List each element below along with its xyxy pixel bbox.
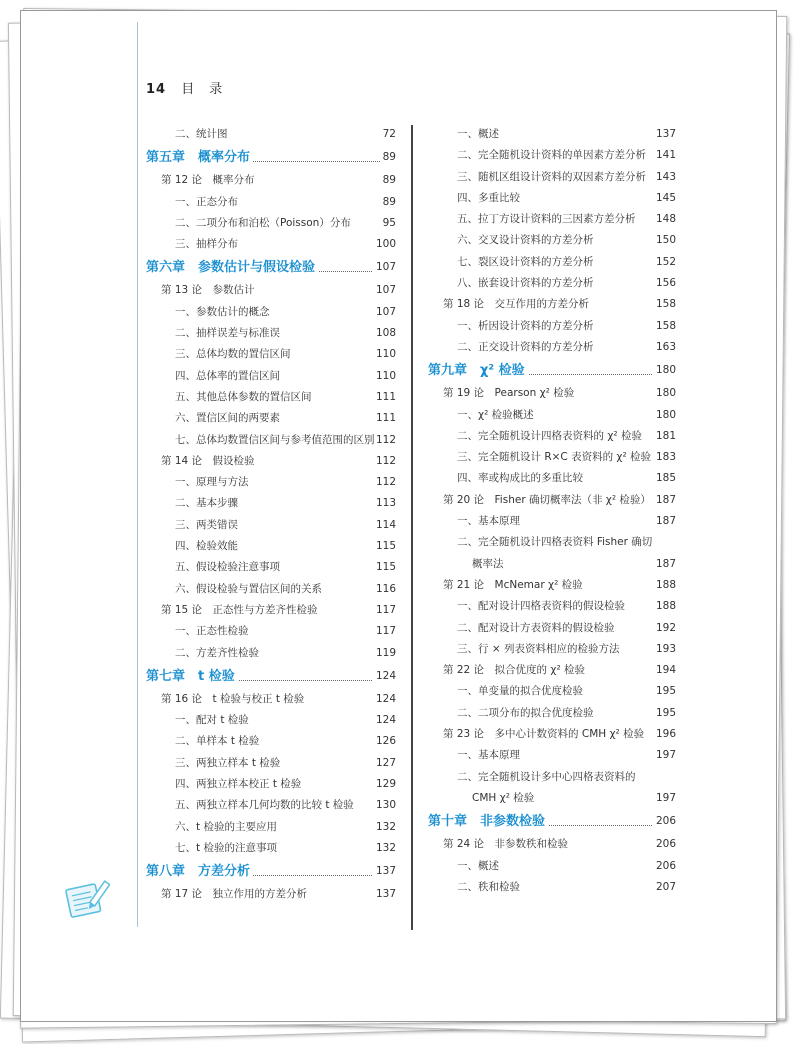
page-number: 14 bbox=[146, 82, 167, 97]
toc-entry-page: 187 bbox=[655, 557, 676, 570]
toc-entry-page: 137 bbox=[375, 888, 396, 901]
toc-entry-title: 二、完全随机设计四格表资料的 χ² 检验 bbox=[457, 429, 642, 442]
toc-entry-page: 119 bbox=[375, 646, 396, 659]
toc-entry-row bbox=[428, 145, 676, 166]
toc-entry-row bbox=[146, 234, 396, 255]
toc-entry-page: 192 bbox=[655, 621, 676, 634]
toc-entry-page: 195 bbox=[655, 706, 676, 719]
toc-entry-row bbox=[428, 745, 676, 766]
toc-entry-row bbox=[428, 188, 676, 209]
toc-entry-row bbox=[428, 124, 676, 145]
toc-entry-row bbox=[428, 703, 676, 724]
toc-entry-title: 第 12 论 概率分布 bbox=[161, 174, 255, 187]
toc-entry-title: 第 14 论 假设检验 bbox=[161, 454, 255, 467]
toc-entry-page: 127 bbox=[375, 756, 396, 769]
toc-entry-page: 197 bbox=[655, 749, 676, 762]
notebook-pencil-icon bbox=[62, 878, 110, 920]
toc-entry-row bbox=[146, 515, 396, 536]
toc-entry-page: 143 bbox=[655, 170, 676, 183]
toc-entry-row bbox=[428, 447, 676, 468]
toc-entry-title: 五、拉丁方设计资料的三因素方差分析 bbox=[457, 213, 636, 226]
toc-entry-row bbox=[146, 302, 396, 323]
margin-rule bbox=[137, 22, 138, 927]
toc-entry-title: 二、完全随机设计四格表资料 Fisher 确切 bbox=[457, 536, 653, 549]
toc-entry-title: 三、行 × 列表资料相应的检验方法 bbox=[457, 642, 620, 655]
toc-entry-title: 五、两独立样本几何均数的比较 t 检验 bbox=[175, 799, 354, 812]
toc-entry-row bbox=[146, 387, 396, 408]
toc-entry-row bbox=[428, 618, 676, 639]
column-divider bbox=[411, 125, 413, 930]
toc-entry-page: 112 bbox=[375, 433, 396, 446]
toc-entry-title: 概率法 bbox=[472, 557, 504, 570]
toc-entry-row bbox=[428, 639, 676, 660]
toc-lesson-row bbox=[146, 451, 396, 472]
toc-lesson-row bbox=[428, 660, 676, 681]
toc-entry-row bbox=[146, 430, 396, 451]
toc-entry-row bbox=[146, 731, 396, 752]
toc-entry-title: 四、多重比较 bbox=[457, 191, 520, 204]
toc-entry-title: 二、方差齐性检验 bbox=[175, 646, 259, 659]
toc-entry-row bbox=[428, 337, 676, 358]
toc-entry-title: 第 20 论 Fisher 确切概率法（非 χ² 检验） bbox=[443, 493, 651, 506]
toc-entry-page: 114 bbox=[375, 518, 396, 531]
toc-entry-title: 第 13 论 参数估计 bbox=[161, 284, 255, 297]
toc-entry-title: 三、抽样分布 bbox=[175, 238, 238, 251]
toc-entry-title: 四、率或构成比的多重比较 bbox=[457, 472, 583, 485]
toc-entry-page: 187 bbox=[655, 493, 676, 506]
toc-entry-page: 124 bbox=[373, 664, 396, 689]
toc-entry-page: 185 bbox=[655, 472, 676, 485]
toc-entry-page: 206 bbox=[653, 809, 676, 834]
toc-entry-row bbox=[428, 511, 676, 532]
toc-entry-page: 195 bbox=[655, 685, 676, 698]
toc-chapter-row bbox=[146, 664, 396, 689]
toc-entry-page: 187 bbox=[655, 515, 676, 528]
toc-entry-title: 二、基本步骤 bbox=[175, 497, 238, 510]
toc-entry-row bbox=[428, 596, 676, 617]
toc-entry-page: 110 bbox=[375, 348, 396, 361]
toc-entry-title: 第八章 方差分析 bbox=[146, 859, 253, 884]
toc-entry-row bbox=[428, 554, 676, 575]
toc-entry-title: 六、假设检验与置信区间的关系 bbox=[175, 582, 322, 595]
toc-entry-row bbox=[146, 621, 396, 642]
toc-entry-title: 第十章 非参数检验 bbox=[428, 809, 548, 834]
toc-entry-page: 117 bbox=[375, 603, 396, 616]
toc-entry-row bbox=[146, 557, 396, 578]
toc-entry-row bbox=[428, 877, 676, 898]
toc-entry-title: 七、裂区设计资料的方差分析 bbox=[457, 255, 594, 268]
toc-entry-row bbox=[146, 817, 396, 838]
toc-entry-title: 二、二项分布的拟合优度检验 bbox=[457, 706, 594, 719]
toc-entry-title: 一、基本原理 bbox=[457, 515, 520, 528]
toc-entry-title: 一、概述 bbox=[457, 859, 499, 872]
toc-entry-title: 第 24 论 非参数秩和检验 bbox=[443, 838, 569, 851]
toc-lesson-row bbox=[428, 724, 676, 745]
toc-entry-row bbox=[428, 273, 676, 294]
toc-entry-row bbox=[428, 856, 676, 877]
toc-entry-page: 116 bbox=[375, 582, 396, 595]
toc-entry-page: 115 bbox=[375, 561, 396, 574]
toc-entry-title: 二、正交设计资料的方差分析 bbox=[457, 340, 594, 353]
toc-entry-title: 第 16 论 t 检验与校正 t 检验 bbox=[161, 692, 305, 705]
toc-entry-page: 194 bbox=[655, 664, 676, 677]
toc-entry-title: 三、随机区组设计资料的双因素方差分析 bbox=[457, 170, 646, 183]
toc-lesson-row bbox=[428, 383, 676, 404]
toc-entry-page: 132 bbox=[375, 841, 396, 854]
toc-entry-page: 206 bbox=[655, 838, 676, 851]
toc-entry-title: 七、t 检验的注意事项 bbox=[175, 841, 277, 854]
toc-lesson-row bbox=[428, 490, 676, 511]
toc-entry-title: 第五章 概率分布 bbox=[146, 145, 253, 170]
toc-entry-title: 二、配对设计方表资料的假设检验 bbox=[457, 621, 615, 634]
toc-entry-title: 六、t 检验的主要应用 bbox=[175, 820, 277, 833]
toc-entry-row bbox=[146, 536, 396, 557]
toc-entry-row bbox=[146, 366, 396, 387]
toc-entry-title: 二、二项分布和泊松（Poisson）分布 bbox=[175, 216, 351, 229]
toc-entry-row bbox=[428, 532, 676, 553]
toc-entry-page: 89 bbox=[380, 145, 396, 170]
toc-entry-row bbox=[428, 209, 676, 230]
toc-entry-row bbox=[146, 192, 396, 213]
toc-entry-row bbox=[428, 167, 676, 188]
toc-entry-row bbox=[146, 213, 396, 234]
toc-entry-page: 124 bbox=[375, 714, 396, 727]
toc-entry-title: 二、完全随机设计多中心四格表资料的 bbox=[457, 770, 636, 783]
toc-chapter-row bbox=[146, 859, 396, 884]
toc-entry-title: 二、完全随机设计资料的单因素方差分析 bbox=[457, 149, 646, 162]
toc-entry-row bbox=[146, 710, 396, 731]
toc-chapter-row bbox=[146, 145, 396, 170]
toc-entry-title: 五、假设检验注意事项 bbox=[175, 561, 280, 574]
toc-entry-title: 第六章 参数估计与假设检验 bbox=[146, 255, 318, 280]
toc-entry-page: 107 bbox=[375, 284, 396, 297]
toc-entry-page: 89 bbox=[382, 174, 396, 187]
toc-lesson-row bbox=[146, 280, 396, 301]
toc-entry-page: 111 bbox=[375, 412, 396, 425]
toc-entry-page: 137 bbox=[373, 859, 396, 884]
toc-entry-row bbox=[146, 774, 396, 795]
toc-entry-row bbox=[428, 681, 676, 702]
toc-entry-page: 188 bbox=[655, 600, 676, 613]
toc-entry-title: 三、完全随机设计 R×C 表资料的 χ² 检验 bbox=[457, 451, 652, 464]
toc-entry-title: 一、单变量的拟合优度检验 bbox=[457, 685, 583, 698]
toc-entry-title: CMH χ² 检验 bbox=[472, 791, 535, 804]
toc-entry-page: 156 bbox=[655, 277, 676, 290]
toc-entry-title: 三、两类错误 bbox=[175, 518, 238, 531]
toc-entry-page: 150 bbox=[655, 234, 676, 247]
toc-entry-title: 一、配对 t 检验 bbox=[175, 714, 249, 727]
toc-entry-title: 二、单样本 t 检验 bbox=[175, 735, 260, 748]
toc-entry-title: 二、抽样误差与标准误 bbox=[175, 327, 280, 340]
toc-entry-page: 152 bbox=[655, 255, 676, 268]
toc-entry-page: 112 bbox=[375, 476, 396, 489]
toc-entry-row bbox=[146, 323, 396, 344]
toc-entry-row bbox=[428, 767, 676, 788]
toc-chapter-row bbox=[428, 809, 676, 834]
toc-entry-page: 126 bbox=[375, 735, 396, 748]
toc-left-column bbox=[146, 124, 396, 906]
toc-chapter-row bbox=[146, 255, 396, 280]
toc-entry-title: 八、嵌套设计资料的方差分析 bbox=[457, 277, 594, 290]
toc-entry-row bbox=[146, 579, 396, 600]
toc-entry-row bbox=[146, 344, 396, 365]
toc-entry-page: 112 bbox=[375, 454, 396, 467]
toc-entry-title: 一、原理与方法 bbox=[175, 476, 249, 489]
toc-lesson-row bbox=[428, 575, 676, 596]
toc-entry-title: 第九章 χ² 检验 bbox=[428, 358, 528, 383]
toc-entry-title: 一、正态分布 bbox=[175, 195, 238, 208]
toc-entry-title: 第 17 论 独立作用的方差分析 bbox=[161, 888, 308, 901]
toc-entry-title: 三、两独立样本 t 检验 bbox=[175, 756, 281, 769]
toc-entry-title: 第 18 论 交互作用的方差分析 bbox=[443, 298, 590, 311]
toc-entry-page: 196 bbox=[655, 728, 676, 741]
toc-entry-row bbox=[428, 405, 676, 426]
toc-lesson-row bbox=[428, 294, 676, 315]
toc-entry-title: 第 19 论 Pearson χ² 检验 bbox=[443, 387, 575, 400]
toc-entry-page: 183 bbox=[655, 451, 676, 464]
toc-entry-title: 一、正态性检验 bbox=[175, 625, 249, 638]
toc-entry-title: 三、总体均数的置信区间 bbox=[175, 348, 291, 361]
toc-entry-page: 206 bbox=[655, 859, 676, 872]
toc-entry-row bbox=[428, 316, 676, 337]
toc-entry-title: 第 15 论 正态性与方差齐性检验 bbox=[161, 603, 318, 616]
toc-entry-page: 137 bbox=[655, 128, 676, 140]
toc-entry-page: 180 bbox=[655, 408, 676, 421]
toc-entry-page: 145 bbox=[655, 191, 676, 204]
toc-entry-page: 188 bbox=[655, 578, 676, 591]
toc-lesson-row bbox=[146, 689, 396, 710]
toc-lesson-row bbox=[146, 600, 396, 621]
toc-entry-row bbox=[146, 795, 396, 816]
toc-entry-title: 二、秩和检验 bbox=[457, 880, 520, 893]
toc-entry-page: 180 bbox=[655, 387, 676, 400]
toc-right-column bbox=[428, 124, 676, 898]
toc-entry-page: 111 bbox=[375, 390, 396, 403]
toc-entry-title: 四、检验效能 bbox=[175, 540, 238, 553]
toc-entry-page: 108 bbox=[375, 327, 396, 340]
toc-entry-row bbox=[146, 643, 396, 664]
toc-entry-page: 100 bbox=[375, 238, 396, 251]
toc-entry-title: 四、两独立样本校正 t 检验 bbox=[175, 778, 302, 791]
toc-entry-row bbox=[428, 788, 676, 809]
toc-entry-row bbox=[428, 426, 676, 447]
toc-entry-page: 110 bbox=[375, 369, 396, 382]
page-header bbox=[146, 78, 223, 97]
toc-entry-page: 129 bbox=[375, 778, 396, 791]
toc-entry-page: 117 bbox=[375, 625, 396, 638]
toc-lesson-row bbox=[428, 834, 676, 855]
toc-entry-page: 132 bbox=[375, 820, 396, 833]
toc-entry-page: 72 bbox=[382, 128, 396, 140]
toc-entry-title: 六、置信区间的两要素 bbox=[175, 412, 280, 425]
toc-entry-title: 第 23 论 多中心计数资料的 CMH χ² 检验 bbox=[443, 728, 645, 741]
toc-entry-page: 163 bbox=[655, 340, 676, 353]
toc-entry-row bbox=[146, 753, 396, 774]
toc-entry-title: 四、总体率的置信区间 bbox=[175, 369, 280, 382]
toc-lesson-row bbox=[146, 884, 396, 905]
toc-entry-page: 158 bbox=[655, 319, 676, 332]
toc-entry-page: 158 bbox=[655, 298, 676, 311]
toc-entry-page: 89 bbox=[382, 195, 396, 208]
toc-entry-title: 二、统计图 bbox=[175, 128, 228, 140]
toc-entry-row bbox=[146, 838, 396, 859]
toc-entry-title: 七、总体均数置信区间与参考值范围的区别 bbox=[175, 433, 375, 446]
toc-entry-title: 五、其他总体参数的置信区间 bbox=[175, 390, 312, 403]
toc-entry-title: 六、交叉设计资料的方差分析 bbox=[457, 234, 594, 247]
toc-entry-title: 一、配对设计四格表资料的假设检验 bbox=[457, 600, 625, 613]
toc-entry-page: 207 bbox=[655, 880, 676, 893]
toc-entry-page: 115 bbox=[375, 540, 396, 553]
toc-entry-page: 130 bbox=[375, 799, 396, 812]
toc-entry-title: 一、χ² 检验概述 bbox=[457, 408, 534, 421]
toc-lesson-row bbox=[146, 170, 396, 191]
toc-entry-page: 95 bbox=[382, 216, 396, 229]
toc-entry-row bbox=[428, 252, 676, 273]
toc-entry-row bbox=[146, 472, 396, 493]
page-title: 目 录 bbox=[181, 82, 224, 97]
toc-entry-row bbox=[428, 468, 676, 489]
toc-entry-page: 107 bbox=[373, 255, 396, 280]
toc-entry-title: 一、概述 bbox=[457, 128, 499, 140]
toc-entry-row bbox=[146, 124, 396, 145]
toc-entry-title: 一、参数估计的概念 bbox=[175, 305, 270, 318]
toc-entry-page: 180 bbox=[653, 358, 676, 383]
toc-entry-page: 193 bbox=[655, 642, 676, 655]
toc-entry-page: 197 bbox=[655, 791, 676, 804]
toc-entry-row bbox=[146, 493, 396, 514]
toc-entry-page: 141 bbox=[655, 149, 676, 162]
toc-entry-page: 107 bbox=[375, 305, 396, 318]
toc-entry-title: 第 22 论 拟合优度的 χ² 检验 bbox=[443, 664, 585, 677]
toc-entry-page: 124 bbox=[375, 692, 396, 705]
toc-entry-title: 一、析因设计资料的方差分析 bbox=[457, 319, 594, 332]
toc-entry-title: 第七章 t 检验 bbox=[146, 664, 238, 689]
toc-entry-row bbox=[428, 230, 676, 251]
toc-entry-page: 148 bbox=[655, 213, 676, 226]
toc-entry-row bbox=[146, 408, 396, 429]
toc-entry-page: 113 bbox=[375, 497, 396, 510]
toc-entry-title: 第 21 论 McNemar χ² 检验 bbox=[443, 578, 583, 591]
toc-entry-title: 一、基本原理 bbox=[457, 749, 520, 762]
toc-entry-page: 181 bbox=[655, 429, 676, 442]
toc-chapter-row bbox=[428, 358, 676, 383]
